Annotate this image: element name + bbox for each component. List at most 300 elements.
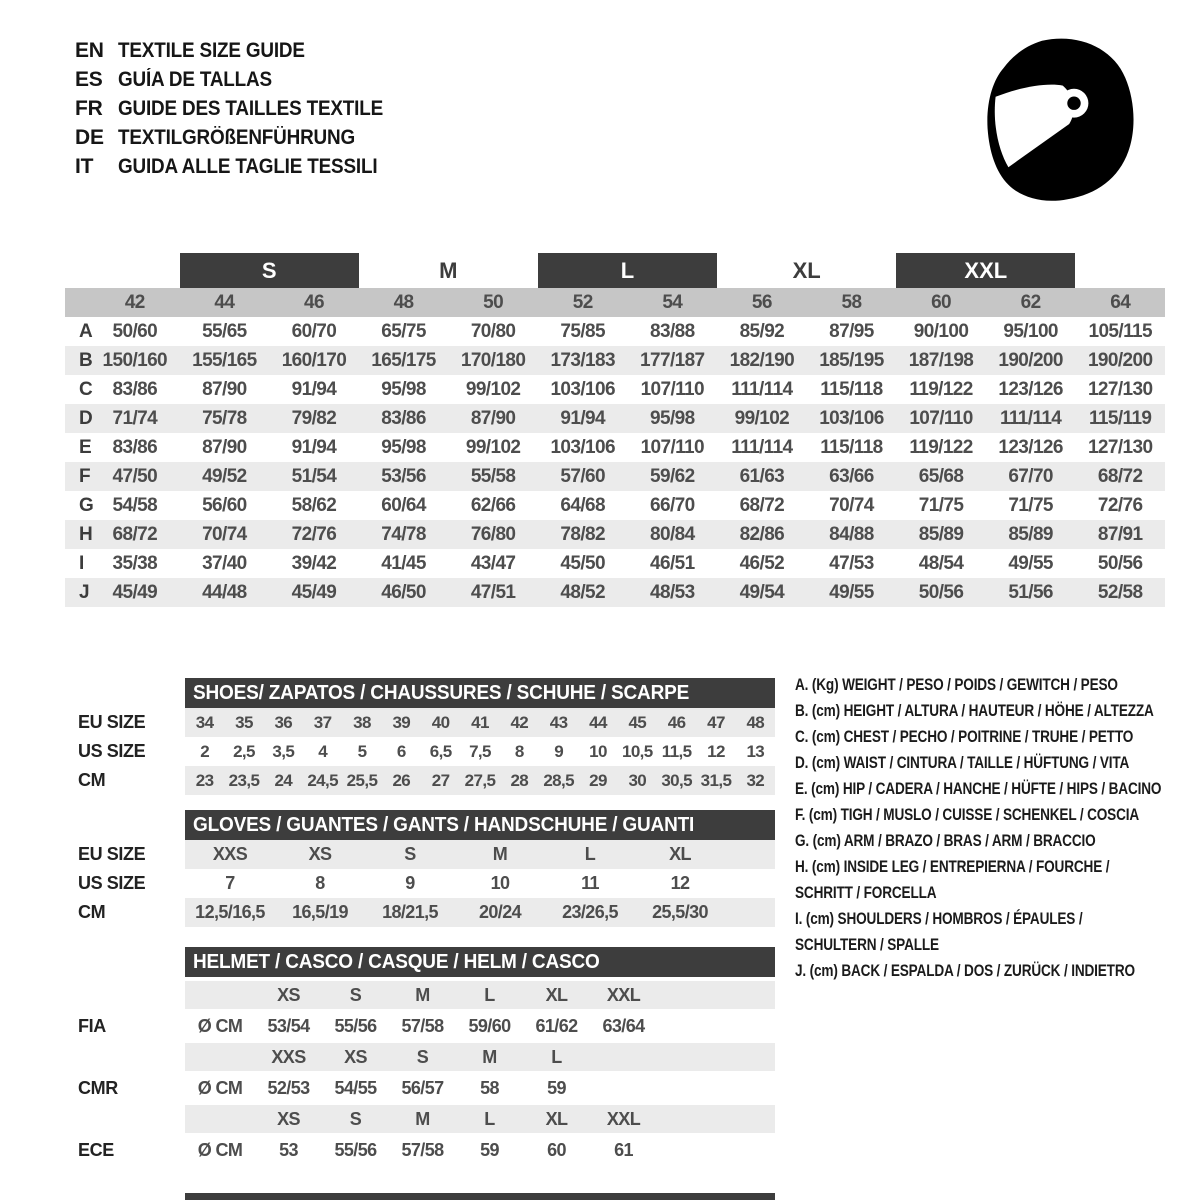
corner-cell (65, 288, 90, 317)
legend-line: D. (cm) WAIST / CINTURA / TAILLE / HÜFTUNG / VITA (795, 753, 1130, 772)
size-table-row (65, 433, 1165, 462)
shoes-cell: 30 (628, 770, 647, 790)
size-cell: 99/102 (734, 407, 790, 429)
size-cell: 111/114 (731, 436, 793, 458)
size-cell: 79/82 (291, 407, 337, 429)
size-cell: 45/49 (291, 581, 337, 603)
row-label (65, 1105, 185, 1133)
size-cell: 75/85 (560, 320, 605, 342)
helmet-size-label: L (551, 1046, 562, 1067)
size-cell: 60/64 (381, 494, 426, 516)
size-cell: 91/94 (291, 436, 337, 458)
gloves-cell: 9 (405, 873, 415, 893)
size-cell: 83/88 (650, 320, 695, 342)
size-cell: 170/180 (460, 349, 526, 371)
size-cell: 105/115 (1088, 320, 1152, 342)
legend-line: I. (cm) SHOULDERS / HOMBROS / ÉPAULES / (795, 909, 1083, 928)
size-cell: 74/78 (381, 523, 426, 545)
legend-entry (795, 906, 1200, 958)
helmet-cell: 59 (480, 1139, 499, 1160)
shoes-cell: 11,5 (661, 741, 692, 761)
size-cell: 115/119 (1089, 407, 1152, 429)
size-cell: 75/78 (202, 407, 247, 429)
shoes-cell: 6 (396, 741, 406, 761)
size-cell: 55/65 (202, 320, 247, 342)
size-cell: 65/68 (918, 465, 964, 487)
size-cell: 48/52 (560, 581, 605, 603)
row-label: EU SIZE (78, 844, 146, 864)
size-cell: 173/183 (550, 349, 615, 371)
row-label (65, 1043, 185, 1071)
size-cell: 83/86 (112, 378, 158, 400)
size-column-header: 48 (393, 291, 414, 313)
shoes-cell: 12 (707, 741, 725, 761)
size-cell: 127/130 (1087, 378, 1153, 400)
size-cell: 83/86 (381, 407, 426, 429)
size-cell: 51/54 (291, 465, 337, 487)
gloves-header-spacer (65, 810, 185, 840)
size-cell: 52/58 (1097, 581, 1143, 603)
visor-pivot-inner (1067, 96, 1080, 109)
size-cell: 150/160 (102, 349, 168, 371)
size-group-label: XXL (896, 253, 1075, 288)
gloves-cell: XL (669, 844, 691, 864)
helmet-size-spacer (185, 1105, 255, 1133)
size-table-row (65, 404, 1165, 433)
helmet-cell: 53/54 (267, 1015, 310, 1036)
standard-label: ECE (78, 1139, 114, 1160)
size-cell: 45/49 (112, 581, 158, 603)
size-cell: 83/86 (112, 436, 158, 458)
gloves-cell: 20/24 (478, 902, 522, 922)
size-cell: 48/53 (650, 581, 695, 603)
diameter-unit-label: Ø CM (197, 1077, 243, 1098)
helmet-cell: 56/57 (401, 1077, 444, 1098)
shoes-cell: 25,5 (346, 770, 378, 790)
shoes-cell: 2,5 (233, 741, 255, 761)
gloves-values (185, 840, 775, 869)
size-cell: 46/52 (739, 552, 785, 574)
diameter-unit-label: Ø CM (197, 1015, 243, 1036)
size-cell: 72/76 (291, 523, 337, 545)
size-cell: 87/90 (470, 407, 516, 429)
gloves-header-bar (185, 810, 775, 840)
legend-entry (795, 802, 1200, 828)
size-column-header: 42 (124, 291, 145, 313)
shoes-cell: 32 (746, 770, 765, 790)
size-cell: 182/190 (729, 349, 795, 371)
size-cell: 103/106 (550, 436, 615, 458)
helmet-cell: 59/60 (468, 1015, 511, 1036)
helmet-size-row (65, 1043, 1165, 1071)
size-cell: 103/106 (550, 378, 615, 400)
legend-entry (795, 776, 1200, 802)
size-cell: 65/75 (381, 320, 426, 342)
row-letter: F (79, 465, 91, 487)
shoes-cell: 23,5 (228, 770, 260, 790)
legend-line: A. (Kg) WEIGHT / PESO / POIDS / GEWITCH / PESO (795, 675, 1118, 694)
shoes-cell: 27 (431, 770, 450, 790)
size-group-label: L (538, 253, 717, 288)
shoes-cell: 37 (313, 712, 332, 732)
shoes-cell: 34 (195, 712, 214, 732)
helmet-size-label: S (349, 1108, 362, 1129)
shoes-cell: 9 (554, 741, 564, 761)
helmet-cell: 61/62 (535, 1015, 578, 1036)
size-cell: 49/55 (829, 581, 874, 603)
shoes-cell: 10 (589, 741, 607, 761)
helmet-cell: 52/53 (267, 1077, 310, 1098)
shoes-cell: 46 (667, 712, 686, 732)
size-column-row (65, 288, 1165, 317)
size-cell: 47/53 (829, 552, 874, 574)
size-cell: 115/118 (820, 436, 883, 458)
shoes-values (185, 766, 775, 795)
cutoff-section-bar (185, 1193, 775, 1200)
size-cell: 82/86 (739, 523, 785, 545)
language-row (75, 65, 412, 94)
size-cell: 62/66 (470, 494, 516, 516)
size-cell: 47/50 (112, 465, 158, 487)
size-cell: 127/130 (1087, 436, 1153, 458)
size-cell: 185/195 (819, 349, 884, 371)
helmet-standard-row (65, 1009, 1165, 1043)
size-cell: 155/165 (192, 349, 257, 371)
size-cell: 90/100 (913, 320, 969, 342)
size-cell: 78/82 (560, 523, 605, 545)
helmet-header-spacer (65, 947, 185, 977)
gloves-cell: 23/26,5 (562, 902, 618, 922)
shoes-cell: 39 (392, 712, 411, 732)
size-cell: 111/114 (999, 407, 1062, 429)
helmet-cell: 59 (547, 1077, 566, 1098)
shoes-values (185, 708, 775, 737)
gloves-cell: 11 (581, 873, 599, 893)
size-cell: 87/90 (202, 436, 247, 458)
helmet-standard-values (185, 1009, 775, 1043)
size-column-header: 54 (662, 291, 683, 313)
size-cell: 71/75 (1008, 494, 1053, 516)
size-cell: 103/106 (819, 407, 884, 429)
helmet-cell: 55/56 (334, 1139, 377, 1160)
helmet-standard-values (185, 1133, 775, 1167)
helmet-standard-values (185, 1071, 775, 1105)
measurement-legend (795, 672, 1200, 984)
shoes-cell: 26 (392, 770, 411, 790)
language-code: FR (75, 96, 103, 120)
shoes-values (185, 737, 775, 766)
size-table-body (65, 317, 1165, 607)
size-cell: 50/60 (112, 320, 158, 342)
legend-line: E. (cm) HIP / CADERA / HANCHE / HÜFTE / HIPS / BACINO (795, 779, 1162, 798)
size-cell: 72/76 (1097, 494, 1143, 516)
size-cell: 39/42 (291, 552, 337, 574)
size-cell: 123/126 (998, 436, 1063, 458)
legend-line: B. (cm) HEIGHT / ALTURA / HAUTEUR / HÖHE / ALTEZZA (795, 701, 1154, 720)
size-cell: 91/94 (291, 378, 337, 400)
helmet-size-label: XL (545, 984, 568, 1005)
gloves-cell: 10 (490, 873, 510, 893)
language-row (75, 94, 412, 123)
helmet-size-label: XXL (606, 984, 641, 1005)
shoes-cell: 27,5 (464, 770, 496, 790)
shoes-cell: 43 (549, 712, 568, 732)
gloves-cell: XXS (212, 844, 248, 864)
language-label: TEXTILE SIZE GUIDE (118, 38, 305, 62)
size-cell: 66/70 (650, 494, 695, 516)
size-cell: 49/54 (739, 581, 785, 603)
row-letter: H (79, 523, 93, 545)
helmet-size-row (65, 1105, 1165, 1133)
size-cell: 87/95 (829, 320, 874, 342)
size-cell: 35/38 (112, 552, 158, 574)
size-cell: 41/45 (381, 552, 426, 574)
size-cell: 46/50 (381, 581, 426, 603)
helmet-size-label: S (416, 1046, 429, 1067)
helmet-header-bar (185, 947, 775, 977)
size-column-header: 64 (1110, 291, 1131, 313)
textile-size-table (65, 253, 1165, 607)
size-group-label: M (439, 257, 458, 283)
shoes-cell: 24,5 (307, 770, 338, 790)
helmet-size-label: XS (277, 984, 300, 1005)
size-cell: 190/200 (998, 349, 1063, 371)
size-cell: 43/47 (470, 552, 516, 574)
size-table-row (65, 375, 1165, 404)
gloves-cell: L (584, 844, 596, 864)
row-letter: J (79, 581, 89, 603)
size-cell: 46/51 (650, 552, 695, 574)
shoes-cell: 13 (746, 741, 765, 761)
language-code: ES (75, 67, 103, 91)
size-cell: 51/56 (1008, 581, 1053, 603)
standard-label: CMR (78, 1077, 118, 1098)
helmet-size-label: L (484, 984, 495, 1005)
shoes-cell: 5 (357, 741, 367, 761)
size-cell: 95/100 (1003, 320, 1058, 342)
size-cell: 49/55 (1008, 552, 1053, 574)
size-cell: 115/118 (820, 378, 883, 400)
language-label: GUÍA DE TALLAS (118, 67, 272, 91)
shoes-cell: 10,5 (621, 741, 653, 761)
helmet-size-values (185, 1043, 775, 1071)
size-cell: 67/70 (1008, 465, 1053, 487)
size-column-header: 52 (572, 291, 593, 313)
size-cell: 91/94 (560, 407, 605, 429)
shoes-cell: 28 (510, 770, 529, 790)
legend-entry (795, 698, 1200, 724)
legend-entry (795, 672, 1200, 698)
size-cell: 119/122 (909, 436, 973, 458)
legend-entry (795, 854, 1200, 906)
row-letter: I (79, 552, 84, 574)
size-cell: 111/114 (731, 378, 793, 400)
helmet-cell: 54/55 (334, 1077, 377, 1098)
helmet-size-spacer (185, 981, 255, 1009)
shoes-cell: 35 (235, 712, 253, 732)
legend-line: H. (cm) INSIDE LEG / ENTREPIERNA / FOURCHE / (795, 857, 1110, 876)
gloves-cell: S (404, 844, 416, 864)
size-cell: 60/70 (291, 320, 337, 342)
size-table-row (65, 346, 1165, 375)
helmet-cell: 60 (547, 1139, 566, 1160)
shoes-cell: 38 (353, 712, 371, 732)
gloves-cell: XS (308, 844, 332, 864)
helmet-size-spacer (185, 1043, 255, 1071)
size-cell: 99/102 (465, 436, 521, 458)
helmet-cell: 53 (279, 1139, 298, 1160)
size-cell: 107/110 (640, 436, 704, 458)
size-cell: 190/200 (1087, 349, 1153, 371)
size-cell: 95/98 (650, 407, 695, 429)
size-cell: 71/75 (918, 494, 964, 516)
row-letter: B (79, 349, 93, 371)
shoes-cell: 8 (514, 741, 524, 761)
row-label: CM (78, 902, 106, 922)
size-cell: 107/110 (640, 378, 704, 400)
shoes-cell: 44 (589, 712, 607, 732)
size-cell: 80/84 (650, 523, 695, 545)
size-cell: 76/80 (470, 523, 516, 545)
helmet-size-label: M (482, 1046, 497, 1067)
language-code: IT (75, 154, 94, 178)
gloves-cell: 12,5/16,5 (195, 902, 265, 922)
shoes-cell: 31,5 (700, 770, 732, 790)
legend-line: F. (cm) TIGH / MUSLO / CUISSE / SCHENKEL / COSCIA (795, 805, 1140, 824)
legend-entry (795, 724, 1200, 750)
size-cell: 61/63 (739, 465, 785, 487)
size-cell: 37/40 (202, 552, 247, 574)
shoes-cell: 42 (510, 712, 529, 732)
size-cell: 48/54 (918, 552, 964, 574)
size-cell: 68/72 (112, 523, 158, 545)
shoes-cell: 47 (707, 712, 725, 732)
legend-line: SCHULTERN / SPALLE (795, 935, 939, 954)
helmet-standard-row (65, 1133, 1165, 1167)
shoes-header-spacer (65, 678, 185, 708)
size-column-header: 50 (483, 291, 504, 313)
size-cell: 87/90 (202, 378, 247, 400)
size-cell: 50/56 (1097, 552, 1143, 574)
shoes-cell: 45 (628, 712, 647, 732)
gloves-cell: 12 (670, 873, 690, 893)
shoes-cell: 2 (200, 741, 210, 761)
legend-entry (795, 958, 1200, 984)
size-table-row (65, 549, 1165, 578)
size-cell: 123/126 (998, 378, 1063, 400)
size-cell: 85/89 (1008, 523, 1053, 545)
helmet-size-row (65, 981, 1165, 1009)
size-table-row (65, 578, 1165, 607)
legend-line: J. (cm) BACK / ESPALDA / DOS / ZURÜCK / INDIETRO (795, 961, 1135, 980)
language-label: GUIDE DES TAILLES TEXTILE (118, 96, 384, 120)
size-column-header: 56 (751, 291, 772, 313)
size-cell: 85/89 (918, 523, 964, 545)
helmet-cell: 61 (614, 1139, 633, 1160)
shoes-cell: 24 (274, 770, 293, 790)
gloves-values (185, 869, 775, 898)
helmet-size-label: M (415, 1108, 430, 1129)
shoes-cell: 41 (471, 712, 489, 732)
size-cell: 54/58 (112, 494, 158, 516)
legend-line: G. (cm) ARM / BRAZO / BRAS / ARM / BRACCIO (795, 831, 1096, 850)
helmet-standard-row (65, 1071, 1165, 1105)
helmet-cell: 58 (480, 1077, 499, 1098)
diameter-unit-label: Ø CM (197, 1139, 243, 1160)
helmet-size-label: L (484, 1108, 495, 1129)
helmet-cell: 55/56 (334, 1015, 377, 1036)
size-cell: 50/56 (918, 581, 964, 603)
row-label: EU SIZE (78, 712, 146, 732)
size-cell: 70/74 (202, 523, 247, 545)
size-cell: 70/80 (470, 320, 516, 342)
legend-line: SCHRITT / FORCELLA (795, 883, 937, 902)
size-cell: 71/74 (112, 407, 158, 429)
row-label: CM (78, 770, 106, 790)
size-cell: 177/187 (640, 349, 705, 371)
size-cell: 44/48 (202, 581, 247, 603)
shoes-cell: 28,5 (543, 770, 574, 790)
size-cell: 58/62 (291, 494, 337, 516)
size-group-label: XL (792, 257, 821, 283)
size-cell: 99/102 (465, 378, 521, 400)
racing-helmet-icon (978, 36, 1138, 204)
size-cell: 95/98 (381, 436, 426, 458)
size-cell: 119/122 (909, 378, 973, 400)
size-table-row (65, 491, 1165, 520)
size-cell: 57/60 (560, 465, 605, 487)
shoes-cell: 36 (274, 712, 293, 732)
size-cell: 64/68 (560, 494, 605, 516)
size-cell: 70/74 (829, 494, 874, 516)
helmet-size-label: XS (277, 1108, 300, 1129)
helmet-size-label: XXS (271, 1046, 306, 1067)
shoes-cell: 30,5 (661, 770, 692, 790)
helmet-cell: 57/58 (401, 1139, 444, 1160)
shoes-cell: 7,5 (469, 741, 491, 761)
shoes-cell: 6,5 (429, 741, 452, 761)
size-cell: 95/98 (381, 378, 426, 400)
language-list (75, 36, 412, 181)
size-column-header: 58 (841, 291, 862, 313)
language-row (75, 36, 412, 65)
language-row (75, 152, 412, 181)
shoes-title: SHOES/ ZAPATOS / CHAUSSURES / SCHUHE / SCARPE (193, 681, 690, 704)
size-cell: 160/170 (281, 349, 347, 371)
legend-entry (795, 828, 1200, 854)
gloves-cell: 7 (225, 873, 235, 893)
row-letter: G (79, 494, 94, 516)
size-cell: 165/175 (371, 349, 436, 371)
size-cell: 47/51 (470, 581, 516, 603)
size-cell: 187/198 (908, 349, 974, 371)
size-cell: 49/52 (202, 465, 247, 487)
language-row (75, 123, 412, 152)
size-group-row (65, 253, 1165, 288)
shoes-cell: 4 (318, 741, 328, 761)
language-code: EN (75, 38, 104, 62)
helmet-title: HELMET / CASCO / CASQUE / HELM / CASCO (193, 950, 600, 973)
legend-entry (795, 750, 1200, 776)
size-cell: 68/72 (739, 494, 785, 516)
standard-label: FIA (78, 1015, 106, 1036)
size-cell: 68/72 (1097, 465, 1143, 487)
helmet-size-label: XL (545, 1108, 568, 1129)
size-table-row (65, 462, 1165, 491)
size-cell: 45/50 (560, 552, 605, 574)
helmet-cell: 57/58 (401, 1015, 444, 1036)
gloves-cell: 18/21,5 (382, 902, 438, 922)
